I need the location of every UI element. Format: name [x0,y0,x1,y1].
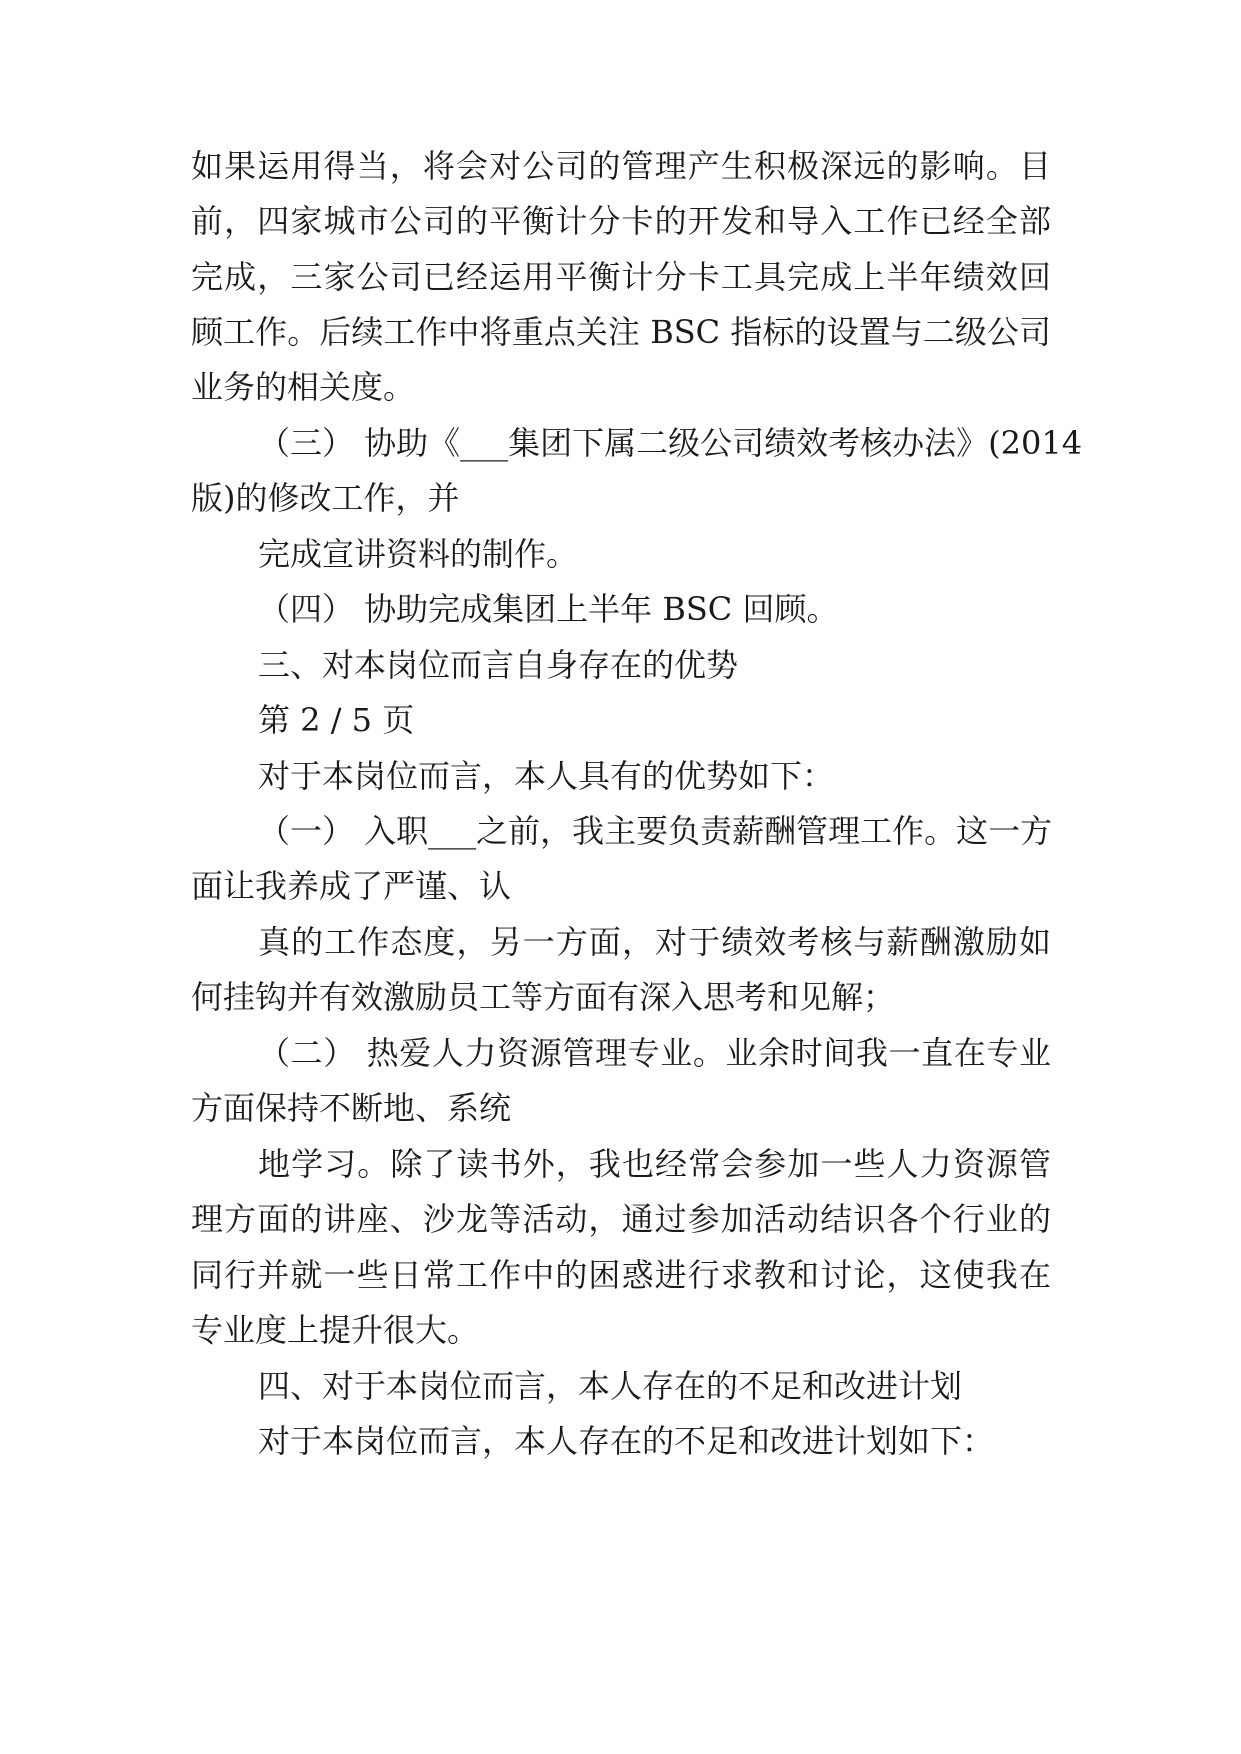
paragraph-line: 完成，三家公司已经运用平衡计分卡工具完成上半年绩效回 [191,258,1051,296]
paragraph-line: 对于本岗位而言，本人具有的优势如下： [258,757,835,795]
list-item-3: （三） 协助《___集团下属二级公司绩效考核办法》(2014 [258,424,1083,462]
paragraph-line: 面让我养成了严谨、认 [191,867,512,905]
paragraph-line: 真的工作态度，另一方面，对于绩效考核与薪酬激励如 [258,923,1051,961]
paragraph-line: 何挂钩并有效激励员工等方面有深入思考和见解； [191,978,896,1016]
paragraph-line: 方面保持不断地、系统 [191,1089,512,1127]
paragraph-line: 地学习。除了读书外，我也经常会参加一些人力资源管 [258,1145,1051,1183]
paragraph-line: 专业度上提升很大。 [191,1311,480,1349]
paragraph-line: 对于本岗位而言，本人存在的不足和改进计划如下： [258,1422,995,1460]
paragraph-line: 顾工作。后续工作中将重点关注 BSC 指标的设置与二级公司 [191,313,1051,351]
paragraph-line: 同行并就一些日常工作中的困惑进行求教和讨论，这使我在 [191,1256,1051,1294]
section-heading: 四、对于本岗位而言，本人存在的不足和改进计划 [258,1367,963,1405]
paragraph-line: 完成宣讲资料的制作。 [258,535,579,573]
page-number: 第 2 / 5 页 [258,701,415,739]
paragraph-line: 版)的修改工作，并 [191,479,460,517]
list-item-4: （四） 协助完成集团上半年 BSC 回顾。 [258,590,839,628]
list-item-1: （一） 入职___之前，我主要负责薪酬管理工作。这一方 [258,812,1053,850]
paragraph-line: 前，四家城市公司的平衡计分卡的开发和导入工作已经全部 [191,202,1051,240]
list-item-2: （二） 热爱人力资源管理专业。业余时间我一直在专业 [258,1034,1051,1072]
paragraph-line: 业务的相关度。 [191,368,416,406]
paragraph-line: 如果运用得当，将会对公司的管理产生积极深远的影响。目 [191,147,1051,185]
paragraph-line: 理方面的讲座、沙龙等活动，通过参加活动结识各个行业的 [191,1200,1051,1238]
section-heading: 三、对本岗位而言自身存在的优势 [258,646,739,684]
